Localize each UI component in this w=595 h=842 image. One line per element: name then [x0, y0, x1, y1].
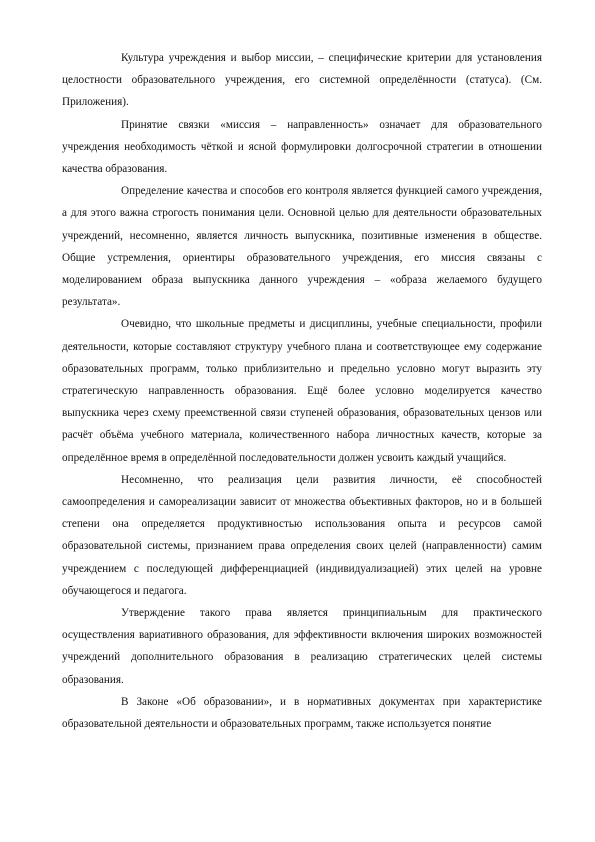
- paragraph-right-statement: Утверждение такого права является принципиальным для практического осуществления вариативного образования, для эффективности включения широких возможностей учреждений дополнительного образования в реализацию стратегических целей системы образования.: [62, 607, 542, 686]
- paragraph-school-subjects: Очевидно, что школьные предметы и дисциплины, учебные специальности, профили деятельности, которые составляют структуру учебного плана и соответствующее ему содержание образовательных программ, только приблизительно и предельно условно могут выразить эту стратегическую направленность образования. Ещё более условно моделируется качество выпускника через схему преемственной связи ступеней образования, образовательных цензов или расчёт объёма учебного материала, количественного набора личностных качеств, которые за определённое время в определённой последовательности должен усвоить каждый учащийся.: [62, 318, 542, 464]
- paragraph-education-law: В Законе «Об образовании», и в нормативных документах при характеристике образовательной деятельности и образовательных программ, также используется понятие: [62, 695, 542, 731]
- document-page: [62, 47, 542, 735]
- paragraph-quality-definition: Определение качества и способов его контроля является функцией самого учреждения, а для этого важна строгость понимания цели. Основной целью для деятельности образовательных учреждений, несомненно, является личность выпускника, позитивные изменения в обществе. Общие устремления, ориентиры образовательного учреждения, его миссия связаны с моделированием образа выпускника данного учреждения – «образа желаемого будущего результата».: [62, 185, 542, 309]
- paragraph-mission-culture: Культура учреждения и выбор миссии, – специфические критерии для установления целостности образовательного учреждения, его системной определённости (статуса). (См. Приложения).: [62, 52, 542, 109]
- paragraph-mission-direction: Принятие связки «миссия – направленность» означает для образовательного учреждения необходимость чёткой и ясной формулировки долгосрочной стратегии в отношении качества образования.: [62, 118, 542, 176]
- paragraph-personality-development: Несомненно, что реализация цели развития личности, её способностей самоопределения и самореализации зависит от множества объективных факторов, но и в большей степени она определяется продуктивностью использования опыта и ресурсов самой образовательной системы, признанием права определения своих целей (направленности) самим учреждением с последующей дифференциацией (индивидуализацией) этих целей на уровне обучающегося и педагога.: [62, 473, 542, 597]
